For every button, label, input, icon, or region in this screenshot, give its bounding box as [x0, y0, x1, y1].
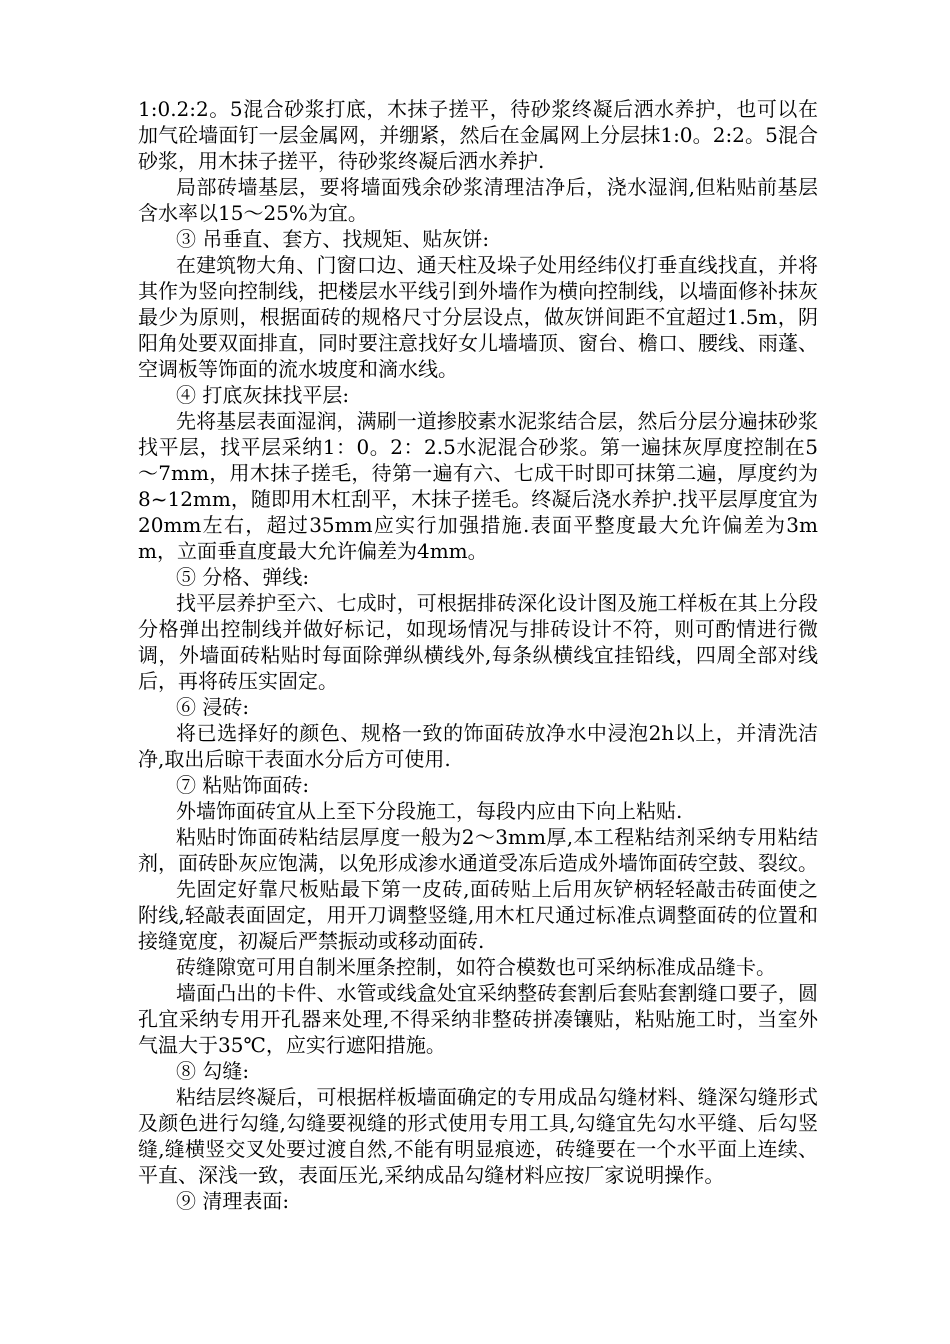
heading-step-5: ⑤ 分格、弹线:: [176, 565, 310, 589]
document-page: [138, 96, 818, 1214]
paragraph-first-course: 先固定好靠尺板贴最下第一皮砖,面砖贴上后用灰铲柄轻轻敲击砖面使之附线,轻敲表面固定，用开刀调整竖缝,用木杠尺通过标准点调整面砖的位置和接缝宽度，初凝后严禁振动或移动面砖.: [138, 877, 818, 953]
paragraph-adhesive-layer: 粘贴时饰面砖粘结层厚度一般为2～3mm厚,本工程粘结剂采纳专用粘结剂，面砖卧灰应饱满，以免形成渗水通道受冻后造成外墙饰面砖空鼓、裂纹。: [138, 825, 818, 875]
paragraph-mortar-base: 1:0.2:2。5混合砂浆打底，木抹子搓平，待砂浆终凝后洒水养护，也可以在加气砼墙面钉一层金属网，并绷紧，然后在金属网上分层抹1:0。2:2。5混合砂浆，用木抹子搓平，待砂浆终凝后洒水养护.: [138, 97, 818, 173]
paragraph-joint-spacing: 砖缝隙宽可用自制米厘条控制，如符合模数也可采纳标准成品缝卡。: [176, 955, 776, 979]
paragraph-tiling-order: 外墙饰面砖宜从上至下分段施工，每段内应由下向上粘贴.: [176, 799, 683, 823]
paragraph-leveling-layer: 先将基层表面湿润，满刷一道掺胶素水泥浆结合层，然后分层分遍抹砂浆找平层，找平层采纳1：0。2：2.5水泥混合砂浆。第一遍抹灰厚度控制在5～7mm，用木抹子搓毛，待第一遍有六、七成干时即可抹第二遍，厚度约为8~12mm，随即用木杠刮平，木抹子搓毛。终凝后浇水养护.找平层厚度宜为20mm左右，超过35mm应实行加强措施.表面平整度最大允许偏差为3mm，立面垂直度最大允许偏差为4mm。: [138, 409, 818, 563]
paragraph-grid-lines: 找平层养护至六、七成时，可根据排砖深化设计图及施工样板在其上分段分格弹出控制线并做好标记，如现场情况与排砖设计不符，则可酌情进行微调，外墙面砖粘贴时每面除弹纵横线外,每条纵横线宜挂铅线，四周全部对线后，再将砖压实固定。: [138, 591, 818, 693]
heading-step-4: ④ 打底灰抹找平层:: [176, 383, 350, 407]
paragraph-soak-tiles: 将已选择好的颜色、规格一致的饰面砖放净水中浸泡2h以上，并清洗洁净,取出后晾干表面水分后方可使用.: [138, 721, 818, 771]
heading-step-8: ⑧ 勾缝:: [176, 1059, 250, 1083]
paragraph-plumb-lines: 在建筑物大角、门窗口边、通天柱及垛子处用经纬仪打垂直线找直，并将其作为竖向控制线，把楼层水平线引到外墙作为横向控制线，以墙面修补抹灰最少为原则，根据面砖的规格尺寸分层设点，做灰饼间距不宜超过1.5m，阴阳角处要双面排直，同时要注意找好女儿墙墙顶、窗台、檐口、腰线、雨蓬、空调板等饰面的流水坡度和滴水线。: [138, 253, 818, 381]
heading-step-9: ⑨ 清理表面:: [176, 1189, 290, 1213]
paragraph-brick-wall-base: 局部砖墙基层，要将墙面残余砂浆清理洁净后，浇水湿润,但粘贴前基层含水率以15～25%为宜。: [138, 175, 818, 225]
paragraph-grouting: 粘结层终凝后，可根据样板墙面确定的专用成品勾缝材料、缝深勾缝形式及颜色进行勾缝,勾缝要视缝的形式使用专用工具,勾缝宜先勾水平缝、后勾竖缝,缝横竖交叉处要过渡自然,不能有明显痕迹，砖缝要在一个水平面上连续、平直、深浅一致，表面压光,采纳成品勾缝材料应按厂家说明操作。: [138, 1085, 818, 1187]
heading-step-7: ⑦ 粘贴饰面砖:: [176, 773, 310, 797]
heading-step-3: ③ 吊垂直、套方、找规矩、贴灰饼:: [176, 227, 490, 251]
heading-step-6: ⑥ 浸砖:: [176, 695, 250, 719]
paragraph-protrusions: 墙面凸出的卡件、水管或线盒处宜采纳整砖套割后套贴套割缝口要子，圆孔宜采纳专用开孔器来处理,不得采纳非整砖拼凑镶贴，粘贴施工时，当室外气温大于35℃，应实行遮阳措施。: [138, 981, 818, 1057]
